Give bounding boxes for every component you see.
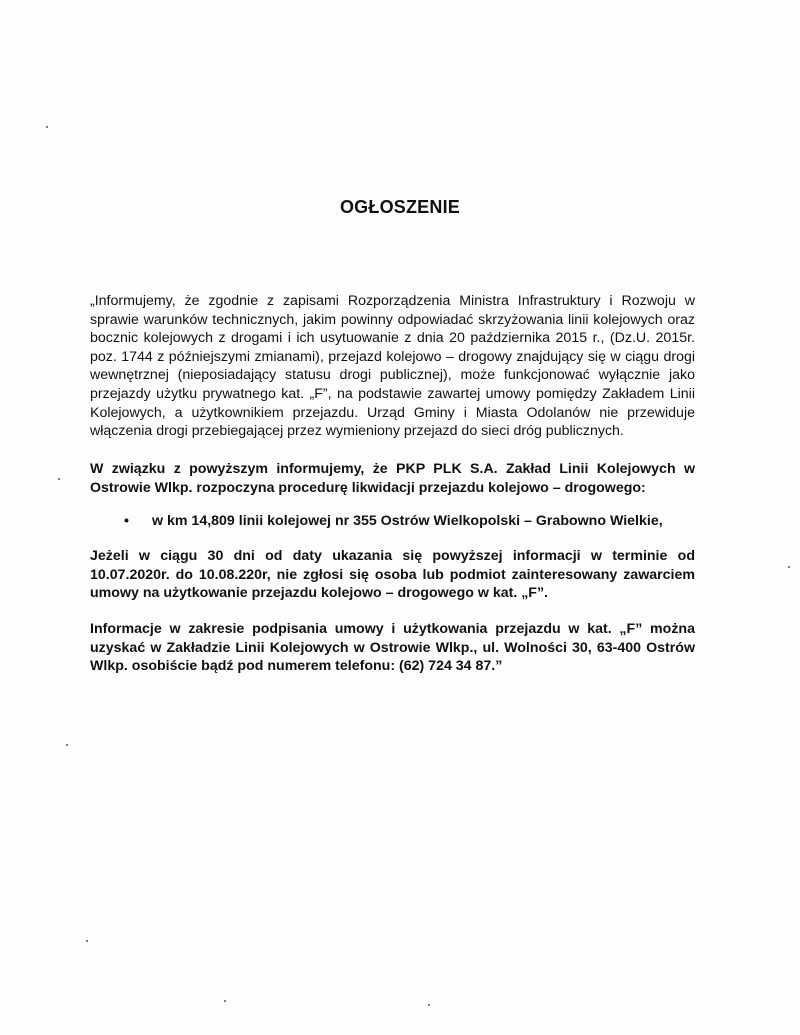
document-title: OGŁOSZENIE: [339, 197, 460, 217]
paragraph-contact-info: Informacje w zakresie podpisania umowy i użytkowania przejazdu w kat. „F” można uzyskać w Zakładzie Linii Kolejowych w Ostrowie Wlkp., ul. Wolności 30, 63-400 Ostrów Wlkp. osobiście bądź pod numerem telefonu: (62) 724 34 87.”: [90, 621, 695, 675]
bullet-icon: •: [124, 513, 129, 529]
crossing-location: w km 14,809 linii kolejowej nr 355 Ostrów Wielkopolski – Grabowno Wielkie,: [152, 513, 663, 529]
scan-speck: [428, 1004, 430, 1006]
paragraph-liquidation-notice: W związku z powyższym informujemy, że PKP PLK S.A. Zakład Linii Kolejowych w Ostrowie Wlkp. rozpoczyna procedurę likwidacji przejazdu kolejowo – drogowego:: [90, 461, 695, 496]
scan-speck: [788, 566, 790, 568]
scan-speck: [86, 940, 88, 942]
paragraph-regulation: „Informujemy, że zgodnie z zapisami Rozporządzenia Ministra Infrastruktury i Rozwoju w sprawie warunków technicznych, jakim powinny odpowiadać skrzyżowania linii kolejowych oraz bocznic kolejowych z drogami i ich usytuowanie z dnia 20 października 2015 r., (Dz.U. 2015r. poz. 1744 z późniejszymi zmianami), przejazd kolejowo – drogowy znajdujący się w ciągu drogi wewnętrznej (nieposiadający statusu drogi publicznej), może funkcjonować wyłącznie jako przejazdy użytku prywatnego kat. „F”, na podstawie zawartej umowy pomiędzy Zakładem Linii Kolejowych, a użytkownikiem przejazdu. Urząd Gminy i Miasta Odolanów nie przewiduje włączenia drogi przebiegającej przez wymieniony przejazd do sieci dróg publicznych.: [90, 293, 695, 440]
paragraph-deadline: Jeżeli w ciągu 30 dni od daty ukazania się powyższej informacji w terminie od 10.07.2020r. do 10.08.220r, nie zgłosi się osoba lub podmiot zainteresowany zawarciem umowy na użytkowanie przejazdu kolejowo – drogowego w kat. „F”.: [90, 548, 695, 602]
scan-speck: [224, 1000, 226, 1002]
scan-speck: [58, 478, 60, 480]
scan-speck: [66, 744, 68, 746]
list-item: [124, 512, 704, 531]
scan-speck: [46, 126, 48, 128]
